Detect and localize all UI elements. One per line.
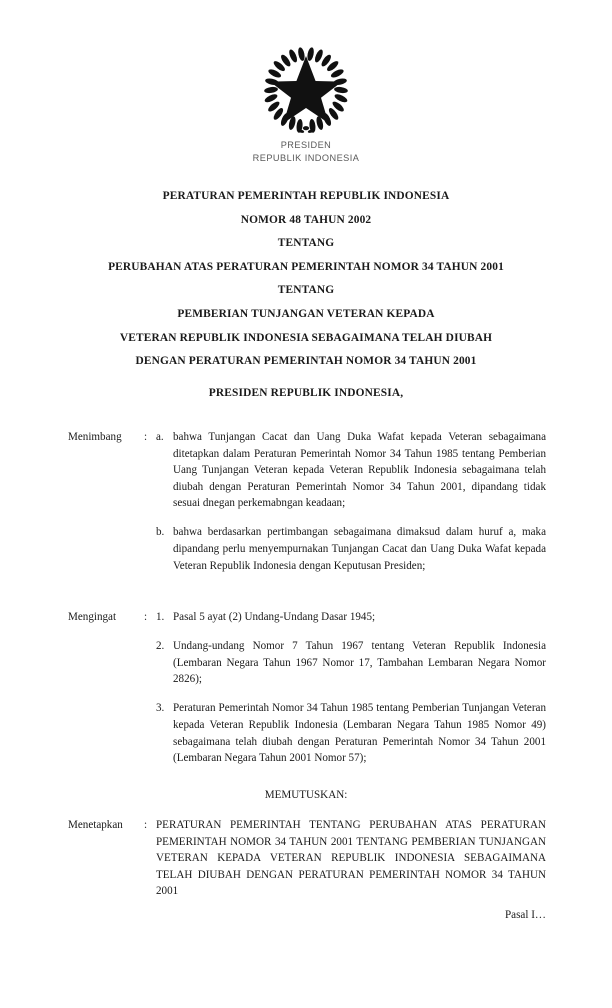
clause-colon: : <box>144 819 148 831</box>
list-item <box>156 638 546 688</box>
title-line: NOMOR 48 TAHUN 2002 <box>240 213 372 226</box>
clause-label-menetapkan: Menetapkan <box>68 819 123 831</box>
clause-menetapkan <box>68 817 546 900</box>
clause-body-menetapkan: PERATURAN PEMERINTAH TENTANG PERUBAHAN ATAS PERATURAN PEMERINTAH NOMOR 34 TAHUN 2001 TENTANG PEMBERIAN TUNJANGAN VETERAN KEPADA VETERAN REPUBLIK INDONESIA SEBAGAIMANA TELAH DIUBAH DENGAN PERATURAN PEMERINTAH NOMOR 34 TAHUN 2001 <box>156 819 546 898</box>
clause-body-mengingat <box>156 609 546 767</box>
title-line: PEMBERIAN TUNJANGAN VETERAN KEPADA <box>177 307 435 320</box>
decree-heading: PRESIDEN REPUBLIK INDONESIA, <box>208 387 404 399</box>
clause-label-menimbang: Menimbang <box>68 431 122 443</box>
list-item-marker: 2. <box>156 640 165 653</box>
emblem-caption-line-1: PRESIDEN <box>280 140 332 150</box>
list-item-text: Undang-undang Nomor 7 Tahun 1967 tentang Veteran Republik Indonesia (Lembaran Negara Tahun 1967 Nomor 17, Tambahan Lembaran Negara Nomor 2826); <box>173 640 546 686</box>
memutuskan-heading: MEMUTUSKAN: <box>264 789 348 801</box>
clause-menimbang <box>68 429 546 574</box>
garuda-star-wreath-emblem-icon <box>260 44 352 136</box>
list-item-marker: a. <box>156 431 164 443</box>
list-item <box>156 524 546 574</box>
footer-continuation-note: Pasal I… <box>505 909 546 921</box>
list-item-text: bahwa berdasarkan pertimbangan sebagaimana dimaksud dalam huruf a, maka dipandang perlu menyempurnakan Tunjangan Cacat dan Uang Duka Wafat kepada Veteran Republik Indonesia dengan Keputusan Presiden; <box>173 526 546 572</box>
title-line: VETERAN REPUBLIK INDONESIA SEBAGAIMANA TELAH DIUBAH <box>119 331 493 344</box>
list-item <box>156 700 546 766</box>
title-line: TENTANG <box>277 237 335 250</box>
list-item-text: Peraturan Pemerintah Nomor 34 Tahun 1985 tentang Pemberian Tunjangan Veteran kepada Veteran Republik Indonesia (Lembaran Negara Tahun 1985 Nomor 49) sebagaimana telah diubah dengan Peraturan Pemerintah Nomor 34 Tahun 2001 (Lembaran Negara Tahun 2001 Nomor 57); <box>173 702 546 765</box>
clause-colon: : <box>144 611 148 623</box>
list-item-text: bahwa Tunjangan Cacat dan Uang Duka Wafat kepada Veteran sebagaimana ditetapkan dalam Peraturan Pemerintah Nomor 34 Tahun 1985 tentang Pemberian Uang Tunjangan Veteran kepada Veteran Republik Indonesia sebagaimana telah diubah dengan Peraturan Pemerintah Nomor 34 Tahun 2001, dipandang tidak sesuai dnegan perkemabngan keadaan; <box>173 431 546 510</box>
emblem-block <box>0 44 612 164</box>
list-item-text: Pasal 5 ayat (2) Undang-Undang Dasar 1945; <box>173 611 376 623</box>
title-line: DENGAN PERATURAN PEMERINTAH NOMOR 34 TAHUN 2001 <box>135 355 477 368</box>
clause-label-mengingat: Mengingat <box>68 611 117 623</box>
title-line: PERUBAHAN ATAS PERATURAN PEMERINTAH NOMOR 34 TAHUN 2001 <box>108 260 504 273</box>
clause-mengingat <box>68 609 546 767</box>
title-line: PERATURAN PEMERINTAH REPUBLIK INDONESIA <box>162 190 450 202</box>
list-item <box>156 429 546 512</box>
clause-colon: : <box>144 431 148 443</box>
emblem-caption <box>0 139 612 164</box>
clause-body-menimbang <box>156 429 546 574</box>
document-title-block <box>36 185 576 374</box>
title-line: TENTANG <box>277 284 335 297</box>
list-item <box>156 609 546 626</box>
list-item-marker: 1. <box>156 611 165 623</box>
emblem-caption-line-2: REPUBLIK INDONESIA <box>252 152 360 163</box>
list-item-marker: 3. <box>156 702 165 715</box>
list-item-marker: b. <box>156 526 165 539</box>
